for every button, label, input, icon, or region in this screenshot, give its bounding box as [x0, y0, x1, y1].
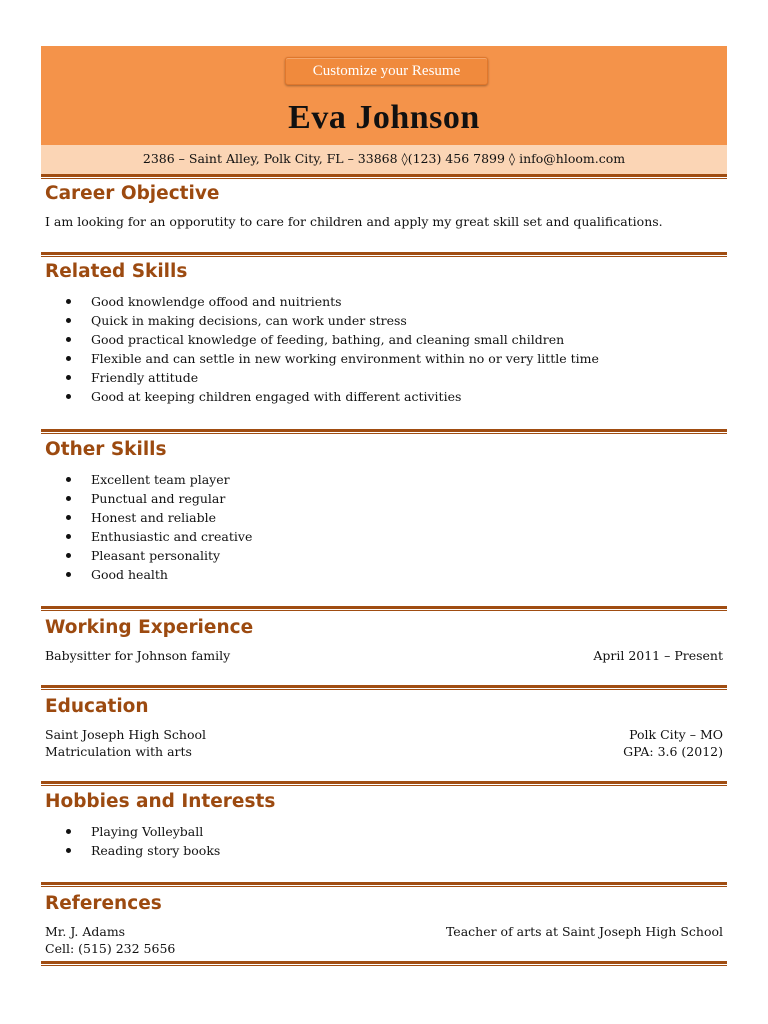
- education-heading: Education: [45, 696, 149, 717]
- related-skills-heading: Related Skills: [45, 261, 188, 282]
- list-item: Reading story books: [63, 841, 220, 860]
- reference-name: Mr. J. Adams: [45, 924, 126, 939]
- experience-dates: April 2011 – Present: [593, 648, 723, 663]
- related-skills-list: [63, 292, 599, 406]
- experience-role: Babysitter for Johnson family: [45, 648, 231, 663]
- list-item: Good knowlendge offood and nuitrients: [63, 292, 599, 311]
- section-divider: [41, 961, 727, 966]
- customize-resume-button[interactable]: Customize your Resume: [285, 57, 488, 85]
- list-item: Honest and reliable: [63, 508, 252, 527]
- list-item: Playing Volleyball: [63, 822, 220, 841]
- education-gpa: GPA: 3.6 (2012): [623, 744, 723, 759]
- contact-line: 2386 – Saint Alley, Polk City, FL – 33868 ◊(123) 456 7899 ◊ info@hloom.com: [41, 145, 727, 174]
- other-skills-list: [63, 470, 252, 584]
- section-divider: [41, 252, 727, 257]
- list-item: Good health: [63, 565, 252, 584]
- list-item: Pleasant personality: [63, 546, 252, 565]
- section-divider: [41, 781, 727, 786]
- list-item: Punctual and regular: [63, 489, 252, 508]
- reference-cell: Cell: (515) 232 5656: [45, 941, 176, 956]
- list-item: Good practical knowledge of feeding, bathing, and cleaning small children: [63, 330, 599, 349]
- section-divider: [41, 685, 727, 690]
- list-item: Friendly attitude: [63, 368, 599, 387]
- section-divider: [41, 174, 727, 179]
- career-objective-heading: Career Objective: [45, 183, 220, 204]
- list-item: Enthusiastic and creative: [63, 527, 252, 546]
- education-school: Saint Joseph High School: [45, 727, 207, 742]
- education-degree: Matriculation with arts: [45, 744, 192, 759]
- working-experience-heading: Working Experience: [45, 617, 254, 638]
- references-heading: References: [45, 893, 162, 914]
- list-item: Good at keeping children engaged with different activities: [63, 387, 599, 406]
- section-divider: [41, 429, 727, 434]
- career-objective-text: I am looking for an opporutity to care for children and apply my great skill set and qualifications.: [45, 214, 663, 229]
- section-divider: [41, 882, 727, 887]
- list-item: Quick in making decisions, can work under stress: [63, 311, 599, 330]
- applicant-name: Eva Johnson: [288, 99, 480, 136]
- hobbies-list: [63, 822, 220, 860]
- other-skills-heading: Other Skills: [45, 439, 167, 460]
- education-location: Polk City – MO: [629, 727, 723, 742]
- hobbies-heading: Hobbies and Interests: [45, 791, 276, 812]
- reference-position: Teacher of arts at Saint Joseph High School: [445, 924, 723, 939]
- list-item: Flexible and can settle in new working environment within no or very little time: [63, 349, 599, 368]
- list-item: Excellent team player: [63, 470, 252, 489]
- section-divider: [41, 606, 727, 611]
